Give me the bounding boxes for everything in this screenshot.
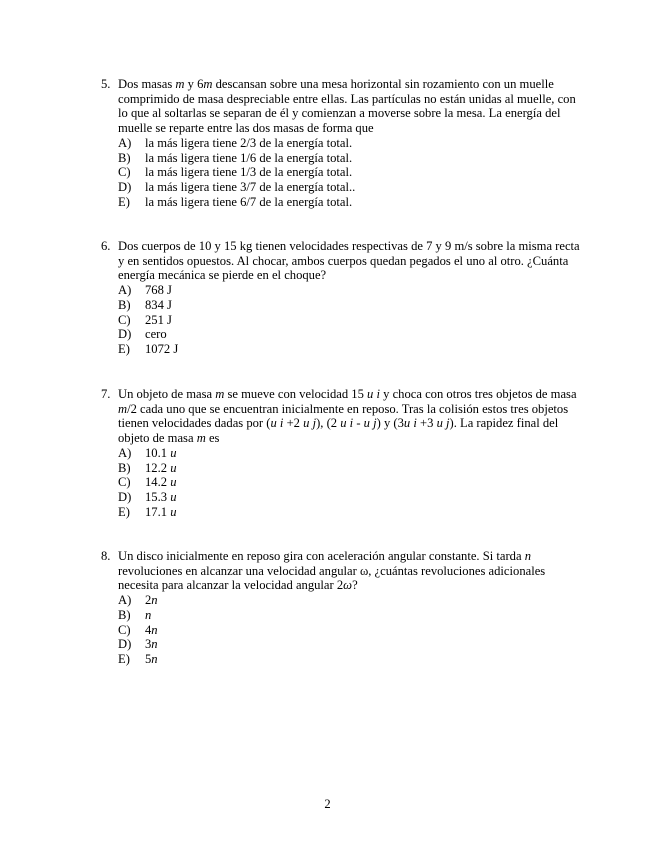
problem-stem: Dos cuerpos de 10 y 15 kg tienen velocidades respectivas de 7 y 9 m/s sobre la misma recta y en sentidos opuestos. Al chocar, ambos cuerpos quedan pegados el uno al otro. ¿Cuánta energía mecánica se pierde en el choque? [118, 239, 580, 283]
option-text: 2n [145, 593, 158, 608]
option-letter: D) [118, 637, 132, 652]
option-a [118, 593, 581, 608]
option-c [118, 165, 581, 180]
option-text: 17.1 u [145, 504, 177, 519]
italic-symbol: n [524, 549, 531, 563]
option-text: la más ligera tiene 1/3 de la energía total. [145, 165, 353, 180]
option-c [118, 313, 581, 328]
option-letter: B) [118, 297, 131, 312]
option-text: 10.1 u [145, 445, 177, 460]
option-list [118, 593, 581, 667]
italic-symbol: m [196, 431, 206, 446]
italic-symbol: m [175, 77, 185, 91]
option-letter: D) [118, 327, 132, 342]
italic-symbol: n [145, 607, 152, 622]
italic-symbol: u [170, 460, 177, 475]
problem-5 [101, 77, 581, 209]
option-list [118, 136, 581, 210]
option-text: 834 J [145, 297, 172, 312]
italic-symbol: ω [343, 578, 353, 593]
option-text: 3n [145, 637, 158, 652]
problem-number: 8. [101, 549, 111, 563]
option-text [145, 608, 151, 623]
option-letter: A) [118, 445, 132, 460]
option-letter: B) [118, 150, 131, 165]
option-b [118, 608, 581, 623]
option-text: 1072 J [145, 341, 179, 356]
italic-symbol: u [170, 445, 177, 460]
option-e [118, 505, 581, 520]
option-text: 5n [145, 651, 158, 666]
option-letter: C) [118, 622, 131, 637]
option-text: la más ligera tiene 3/7 de la energía total.. [145, 179, 356, 194]
option-d [118, 327, 581, 342]
page-number: 2 [324, 797, 331, 811]
option-letter: E) [118, 504, 130, 519]
option-letter: C) [118, 475, 131, 490]
option-letter: E) [118, 341, 130, 356]
option-b [118, 461, 581, 476]
option-list [118, 446, 581, 520]
option-e [118, 195, 581, 210]
problem-stem: Un disco inicialmente en reposo gira con aceleración angular constante. Si tarda n revoluciones en alcanzar una velocidad angular ω, ¿cuántas revoluciones adicionales necesita para alcanzar la velocidad angular 2ω? [118, 549, 546, 593]
option-text: 251 J [145, 312, 172, 327]
italic-symbol: m [215, 387, 225, 401]
problem-stem: Un objeto de masa m se mueve con velocidad 15 u i y choca con otros tres objetos de masa m/2 cada uno que se encuentran inicialmente en reposo. Tras la colisión estos tres objetos tienen velocidades dadas por (u i +2 u j), (2 u i - u j) y (3u i +3 u j). La rapidez final del objeto de masa m es [118, 387, 577, 446]
italic-symbol: u [170, 475, 177, 490]
option-b [118, 151, 581, 166]
problem-number: 6. [101, 239, 111, 253]
italic-symbol: u [170, 489, 177, 504]
problem-stem: Dos masas m y 6m descansan sobre una mesa horizontal sin rozamiento con un muelle comprimido de masa despreciable entre ellas. Las partículas no están unidas al muelle, con lo que al soltarlas se separan de él y comienzan a moverse sobre la mesa. La energía del muelle se reparte entre las dos masas de forma que [118, 77, 576, 136]
italic-symbol: n [151, 593, 158, 608]
option-text: 14.2 u [145, 475, 177, 490]
option-letter: A) [118, 593, 132, 608]
italic-symbol: u j [363, 416, 377, 431]
option-letter: D) [118, 489, 132, 504]
problem-number: 5. [101, 77, 111, 91]
option-b [118, 298, 581, 313]
italic-symbol: n [151, 637, 158, 652]
option-letter: C) [118, 312, 131, 327]
option-letter: A) [118, 135, 132, 150]
option-text: la más ligera tiene 2/3 de la energía total. [145, 135, 353, 150]
italic-symbol: m [203, 77, 213, 91]
italic-symbol: u j [303, 416, 317, 431]
problem-7 [101, 387, 581, 519]
option-letter: B) [118, 460, 131, 475]
option-letter: A) [118, 283, 132, 298]
italic-symbol: m [118, 401, 128, 416]
option-d [118, 490, 581, 505]
option-d [118, 180, 581, 195]
option-c [118, 623, 581, 638]
option-d [118, 637, 581, 652]
italic-symbol: u i [403, 416, 417, 431]
option-e [118, 342, 581, 357]
problem-number: 7. [101, 387, 111, 401]
option-text: 4n [145, 622, 158, 637]
option-text: cero [145, 327, 167, 342]
option-letter: E) [118, 194, 130, 209]
option-text: la más ligera tiene 6/7 de la energía total. [145, 194, 353, 209]
italic-symbol: u j [436, 416, 450, 431]
problem-6 [101, 239, 581, 357]
option-letter: C) [118, 165, 131, 180]
option-text: la más ligera tiene 1/6 de la energía total. [145, 150, 353, 165]
option-a [118, 136, 581, 151]
option-a [118, 446, 581, 461]
italic-symbol: u i [270, 416, 284, 431]
problem-8 [101, 549, 581, 667]
italic-symbol: u [170, 504, 177, 519]
option-letter: E) [118, 651, 130, 666]
option-text: 12.2 u [145, 460, 177, 475]
option-c [118, 475, 581, 490]
option-e [118, 652, 581, 667]
option-letter: D) [118, 179, 132, 194]
italic-symbol: n [151, 622, 158, 637]
option-letter: B) [118, 607, 131, 622]
italic-symbol: u i [367, 387, 380, 401]
option-text: 768 J [145, 283, 172, 298]
option-list [118, 283, 581, 357]
option-a [118, 283, 581, 298]
italic-symbol: n [151, 651, 158, 666]
italic-symbol: u i [340, 416, 354, 431]
option-text: 15.3 u [145, 489, 177, 504]
